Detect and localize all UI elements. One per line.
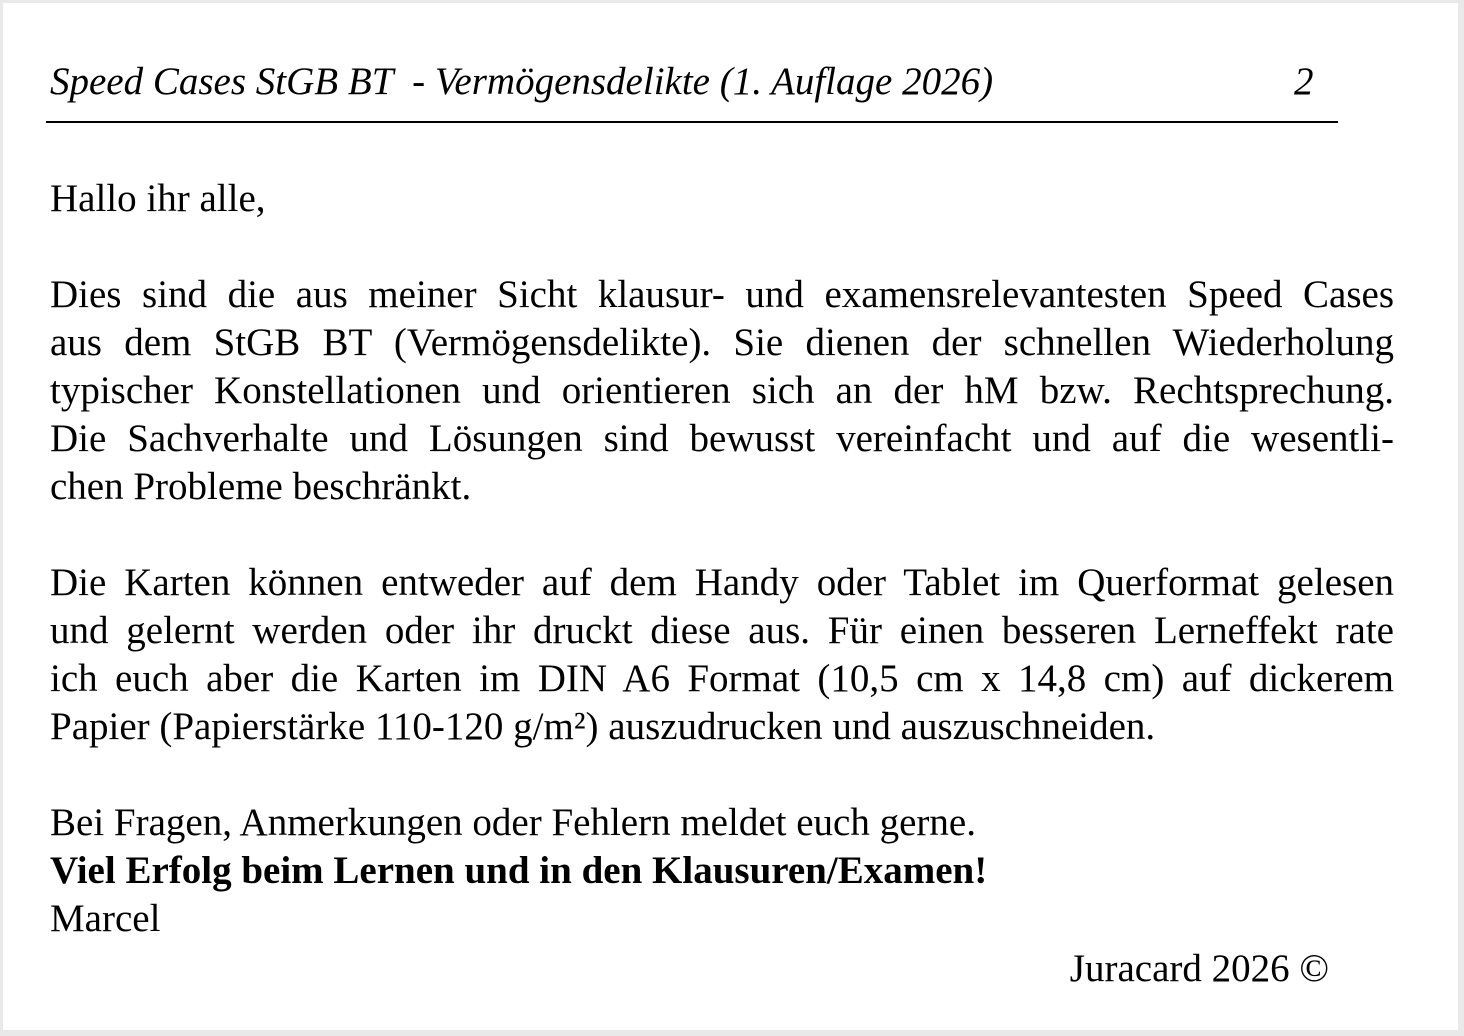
closing-paragraph: [50, 799, 1394, 943]
printing-line: und gelernt werden oder ihr druckt diese aus. Für einen besseren Lerneffekt rate: [50, 609, 1394, 652]
printing-line: Papier (Papierstärke 110-120 g/m²) auszudrucken und auszuschneiden.: [50, 705, 1156, 748]
document-body: [50, 175, 1394, 991]
greeting-paragraph: [50, 175, 1394, 223]
printing-paragraph: [50, 559, 1394, 751]
printing-line: Die Karten können entweder auf dem Handy oder Tablet im Querformat gelesen: [50, 561, 1394, 604]
intro-line: Dies sind die aus meiner Sicht klausur- und examensrelevantesten Speed Cases: [50, 273, 1394, 316]
greeting: Hallo ihr alle,: [50, 177, 266, 220]
page-header: [46, 57, 1338, 123]
intro-line: chen Probleme beschränkt.: [50, 465, 472, 508]
closing-bold-line: Viel Erfolg beim Lernen und in den Klausuren/Examen!: [50, 849, 988, 892]
document-page: [3, 3, 1458, 1030]
printing-line: ich euch aber die Karten im DIN A6 Format (10,5 cm x 14,8 cm) auf dickerem: [50, 657, 1394, 700]
intro-paragraph: [50, 271, 1394, 511]
closing-line: Bei Fragen, Anmerkungen oder Fehlern meldet euch gerne.: [50, 801, 976, 844]
intro-line: aus dem StGB BT (Vermögensdelikte). Sie dienen der schnellen Wiederholung: [50, 321, 1394, 364]
signature: Marcel: [50, 897, 161, 940]
intro-line: typischer Konstellationen und orientieren sich an der hM bzw. Rechtsprechung.: [50, 369, 1394, 412]
copyright-footer: Juracard 2026 ©: [1069, 947, 1329, 990]
intro-line: Die Sachverhalte und Lösungen sind bewusst vereinfacht und auf die wesentli-: [50, 417, 1394, 460]
header-title: Speed Cases StGB BT - Vermögensdelikte (1. Auflage 2026): [50, 60, 994, 103]
page-number: 2: [1294, 60, 1314, 103]
